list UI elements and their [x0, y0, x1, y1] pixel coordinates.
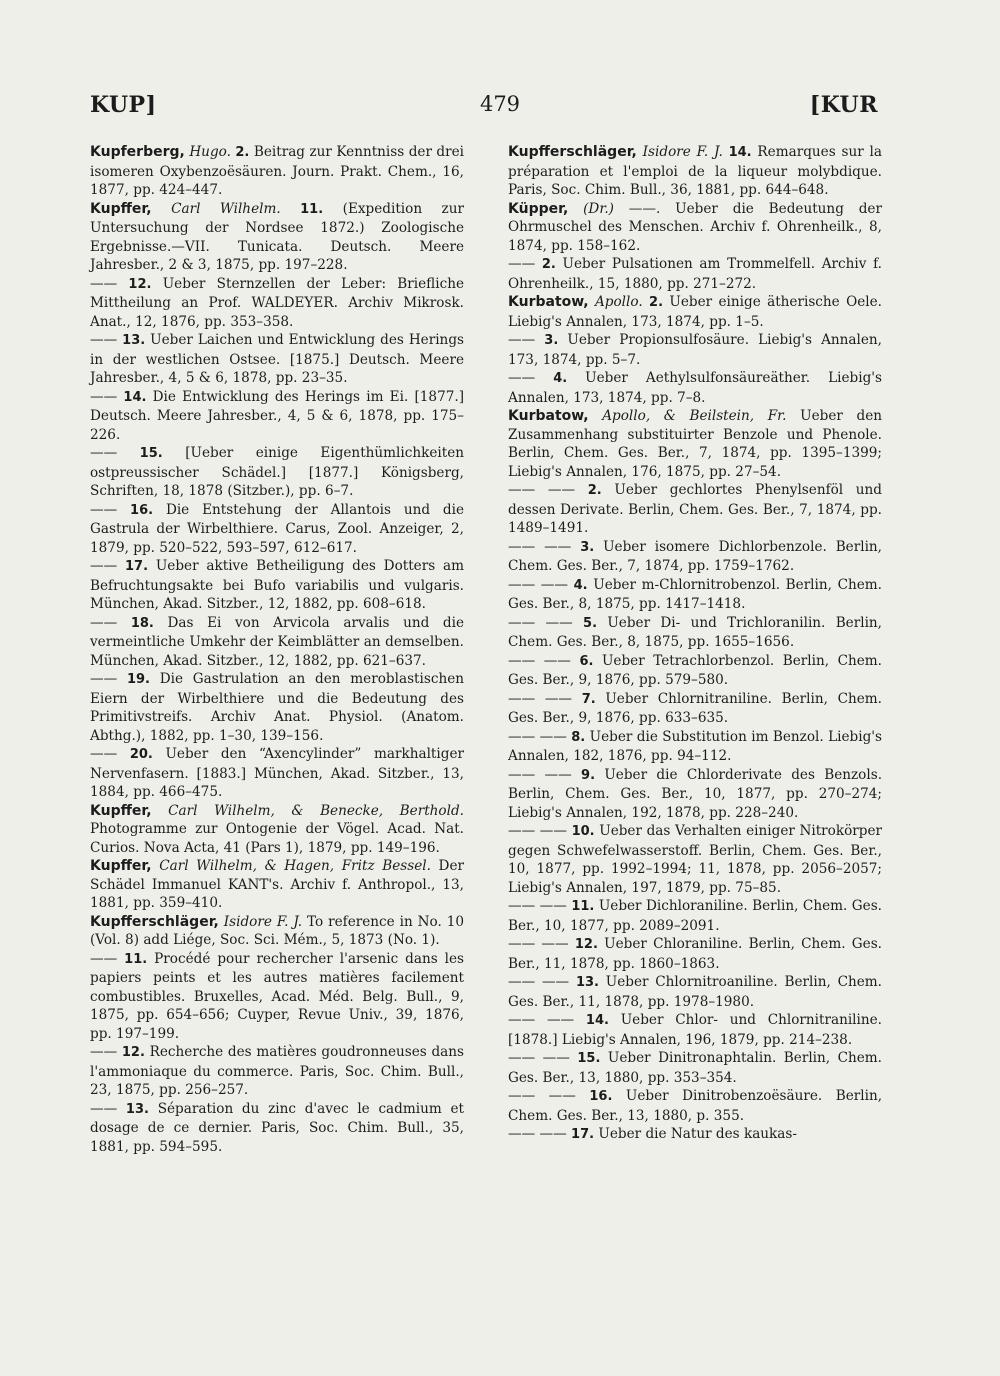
- entry-text: Ueber gechlortes Phenylsenföl und dessen Derivate. Berlin, Chem. Ges. Ber., 7, 1874, pp. 1489–1491.: [508, 482, 883, 536]
- bibliography-entry: [508, 1125, 882, 1145]
- entry-given-name: Apollo.: [594, 294, 643, 310]
- bibliography-entry: [508, 1087, 882, 1125]
- entry-number: 18.: [130, 615, 154, 631]
- entry-text: Ueber Chlor- und Chlornitraniline. [1878.] Liebig's Annalen, 196, 1879, pp. 214–238.: [508, 1012, 882, 1048]
- bibliography-entry: [90, 444, 464, 501]
- entry-dash: ——: [90, 950, 118, 967]
- entry-text: Ueber Chloraniline. Berlin, Chem. Ges. Ber., 11, 1878, pp. 1860–1863.: [508, 936, 882, 972]
- bibliography-entry: [90, 1043, 464, 1100]
- entry-dash: —— ——: [508, 1050, 570, 1066]
- entry-dash: ——: [90, 614, 118, 631]
- entry-number: 12.: [121, 1045, 145, 1060]
- entry-text: Die Gastrulation an den meroblastischen Eiern der Wirbelthiere und die Bedeutung des Primitivstreifs. Archiv Anat. Physiol. (Anatom. Abthg.), 1882, pp. 1–30, 139–156.: [90, 671, 464, 744]
- entry-text: Photogramme zur Ontogenie der Vögel. Acad. Nat. Curios. Nova Acta, 41 (Pars 1), 1879, pp. 149–196.: [90, 821, 464, 856]
- bibliography-entry: [508, 690, 882, 728]
- left-column: [90, 143, 464, 1156]
- entry-number: 2.: [235, 145, 250, 160]
- entry-text: Ueber Pulsationen am Trommelfell. Archiv f. Ohrenheilk., 15, 1880, pp. 271–272.: [508, 256, 882, 292]
- entry-text: Remarques sur la préparation et l'emploi de la liqueur molybdique. Paris, Soc. Chim. Bull., 36, 1881, pp. 644–648.: [508, 144, 882, 198]
- entry-text: Ueber Tetrachlorbenzol. Berlin, Chem. Ges. Ber., 9, 1876, pp. 579–580.: [508, 652, 883, 688]
- entry-number: 12.: [128, 276, 152, 292]
- entry-text: Procédé pour rechercher l'arsenic dans les papiers peints et les autres matières facilement combustibles. Bruxelles, Acad. Méd. Belg. Bull., 9, 1875, pp. 654–656; Cuyper, Revue Univ., 39, 1876, pp. 197–199.: [90, 950, 464, 1042]
- entry-text: Ueber die Substitution im Benzol. Liebig's Annalen, 182, 1876, pp. 94–112.: [508, 728, 882, 764]
- entry-text: To reference in No. 10 (Vol. 8) add Liége, Soc. Sci. Mém., 5, 1873 (No. 1).: [90, 913, 464, 948]
- entry-number: 11.: [124, 951, 148, 967]
- entry-dash: ——: [90, 558, 118, 574]
- bibliography-entry: [508, 576, 882, 614]
- entry-number: 11.: [300, 201, 324, 217]
- entry-number: 19.: [126, 672, 150, 687]
- entry-dash: —— ——: [508, 974, 570, 990]
- entry-number: 13.: [122, 333, 146, 348]
- bibliography-entry: [508, 255, 882, 293]
- entry-number: 4.: [553, 371, 568, 386]
- bibliography-entry: [90, 1100, 464, 1157]
- entry-dash: —— ——: [508, 538, 572, 555]
- entry-dash: —— ——: [508, 614, 573, 631]
- bibliography-entry: [508, 481, 882, 538]
- entry-text: Ueber isomere Dichlorbenzole. Berlin, Chem. Ges. Ber., 7, 1874, pp. 1759–1762.: [508, 538, 883, 574]
- entry-number: 17.: [571, 1127, 595, 1142]
- entry-text: Ueber Propionsulfosäure. Liebig's Annalen, 173, 1874, pp. 5–7.: [508, 332, 882, 368]
- bibliography-entry: [508, 728, 882, 766]
- entry-text: Recherche des matières goudronneuses dans l'ammoniaque du commerce. Paris, Soc. Chim. Bull., 23, 1875, pp. 256–257.: [90, 1044, 464, 1098]
- bibliography-entry: [90, 501, 464, 558]
- entry-number: 8.: [571, 729, 586, 745]
- bibliography-entry: [508, 973, 882, 1011]
- bibliography-entry: [508, 652, 882, 690]
- entry-given-name: (Dr.) ——.: [583, 200, 661, 217]
- header-left-range: KUP]: [90, 92, 157, 118]
- entry-text: Séparation du zinc d'avec le cadmium et dosage de ce dernier. Paris, Soc. Chim. Bull., 35, 1881, pp. 594–595.: [90, 1100, 464, 1155]
- entry-dash: —— ——: [508, 1012, 575, 1028]
- entry-dash: ——: [90, 275, 118, 292]
- entry-text: Der Schädel Immanuel KANT's. Archiv f. Anthropol., 13, 1881, pp. 359–410.: [90, 858, 464, 911]
- entry-text: Ueber Chlornitroaniline. Berlin, Chem. Ges. Ber., 11, 1878, pp. 1978–1980.: [508, 974, 882, 1010]
- entry-given-name: Apollo, & Beilstein, Fr.: [602, 408, 787, 424]
- bibliography-entry: [90, 670, 464, 745]
- bibliography-entry: [90, 802, 464, 858]
- bibliography-entry: [508, 369, 882, 407]
- entry-number: 2.: [587, 483, 602, 498]
- entry-author: Kurbatow,: [508, 408, 589, 424]
- entry-author: Kupfferschläger,: [508, 144, 637, 160]
- entry-number: 13.: [575, 975, 599, 990]
- entry-number: 15.: [577, 1051, 601, 1066]
- entry-dash: ——: [90, 445, 118, 461]
- entry-number: 17.: [125, 559, 149, 574]
- entry-text: Ueber Di- und Trichloranilin. Berlin, Chem. Ges. Ber., 8, 1875, pp. 1655–1656.: [508, 614, 883, 650]
- entry-text: Ueber Aethylsulfonsäureäther. Liebig's Annalen, 173, 1874, pp. 7–8.: [508, 370, 883, 406]
- bibliography-entry: [90, 388, 464, 445]
- entry-number: 2.: [649, 295, 664, 310]
- bibliography-entry: [508, 1011, 882, 1049]
- entry-given-name: Isidore F. J.: [223, 913, 303, 930]
- entry-text: (Expedition zur Untersuchung der Nordsee 1872.) Zoologische Ergebnisse.—VII. Tunicata. Deutsch. Meere Jahresber., 2 & 3, 1875, pp. 197–228.: [90, 200, 464, 273]
- bibliography-entry: [508, 935, 882, 973]
- entry-number: 12.: [574, 937, 598, 952]
- bibliography-entry: [508, 538, 882, 576]
- entry-number: 2.: [541, 257, 556, 272]
- entry-author: Kupffer,: [90, 858, 152, 874]
- bibliography-entry: [90, 143, 464, 200]
- bibliography-entry: [508, 200, 882, 256]
- header-right-range: [KUR: [809, 92, 878, 118]
- entry-author: Kupffer,: [90, 802, 152, 819]
- entry-number: 3.: [544, 333, 559, 348]
- bibliography-entry: [90, 614, 464, 671]
- bibliography-entry: [90, 557, 464, 614]
- bibliography-entry: [90, 200, 464, 275]
- entry-text: Ueber Chlornitraniline. Berlin, Chem. Ges. Ber., 9, 1876, pp. 633–635.: [508, 690, 883, 726]
- bibliography-entry: [90, 950, 464, 1044]
- entry-number: 15.: [139, 446, 163, 461]
- bibliography-entry: [508, 766, 882, 823]
- bibliography-entry: [90, 745, 464, 802]
- entry-number: 9.: [581, 767, 596, 783]
- bibliography-entry: [90, 857, 464, 913]
- entry-text: Ueber Sternzellen der Leber: Briefliche Mittheilung an Prof. WALDEYER. Archiv Mikrosk. Anat., 12, 1876, pp. 353–358.: [90, 275, 464, 330]
- entry-number: 7.: [581, 691, 596, 707]
- bibliography-entry: [508, 822, 882, 897]
- entry-dash: —— ——: [508, 652, 571, 669]
- entry-text: Ueber einige ätherische Oele. Liebig's Annalen, 173, 1874, pp. 1–5.: [508, 294, 882, 330]
- entry-text: Das Ei von Arvicola arvalis und die vermeintliche Umkehr der Keimblätter an demselben. München, Akad. Sitzber., 12, 1882, pp. 621–637.: [90, 614, 464, 669]
- entry-text: Ueber Dinitronaphtalin. Berlin, Chem. Ges. Ber., 13, 1880, pp. 353–354.: [508, 1050, 882, 1086]
- entry-author: Kurbatow,: [508, 294, 589, 310]
- bibliography-entry: [508, 614, 882, 652]
- entry-number: 13.: [125, 1101, 149, 1117]
- entry-number: 14.: [728, 145, 752, 160]
- entry-dash: ——: [508, 256, 536, 272]
- entry-author: Kupffer,: [90, 200, 152, 217]
- right-column: [508, 143, 882, 1145]
- entry-text: Ueber Laichen und Entwicklung des Herings in der westlichen Ostsee. [1875.] Deutsch. Meere Jahresber., 4, 5 & 6, 1878, pp. 23–35.: [90, 332, 464, 386]
- entry-number: 16.: [589, 1089, 613, 1104]
- entry-dash: —— ——: [508, 823, 567, 839]
- bibliography-entry: [508, 143, 882, 200]
- bibliography-entry: [90, 331, 464, 388]
- entry-number: 6.: [579, 653, 594, 669]
- entry-dash: ——: [90, 332, 118, 348]
- entry-dash: —— ——: [508, 936, 569, 952]
- entry-dash: —— ——: [508, 690, 573, 707]
- entry-text: Beitrag zur Kenntniss der drei isomeren Oxybenzoësäuren. Journ. Prakt. Chem., 16, 1877, pp. 424–447.: [90, 144, 465, 198]
- entry-given-name: Carl Wilhelm, & Benecke, Berthold.: [168, 802, 464, 819]
- bibliography-entry: [508, 407, 882, 481]
- entry-text: Ueber den Zusammenhang substituirter Benzole und Phenole. Berlin, Chem. Ges. Ber., 7, 1874, pp. 1395–1399; Liebig's Annalen, 176, 1875, pp. 27–54.: [508, 408, 882, 480]
- entry-number: 4.: [573, 577, 588, 593]
- entry-author: Kupferberg,: [90, 144, 185, 160]
- entry-text: Ueber Dichloraniline. Berlin, Chem. Ges. Ber., 10, 1877, pp. 2089–2091.: [508, 898, 882, 934]
- entry-dash: ——: [90, 1044, 118, 1060]
- entry-dash: —— ——: [508, 766, 572, 783]
- entry-text: Ueber die Natur des kaukas-: [598, 1126, 797, 1142]
- entry-text: Ueber das Verhalten einiger Nitrokörper gegen Schwefelwasserstoff. Berlin, Chem. Ges. Ber., 10, 1877, pp. 1992–1994; 11, 1878, pp. 2056–2057; Liebig's Annalen, 197, 1879, pp. 75–85.: [508, 823, 883, 896]
- entry-text: Die Entwicklung des Herings im Ei. [1877.] Deutsch. Meere Jahresber., 4, 5 & 6, 1878, pp. 175–226.: [90, 388, 464, 443]
- entry-dash: ——: [90, 746, 118, 762]
- entry-given-name: Isidore F. J.: [642, 144, 723, 160]
- entry-number: 3.: [580, 539, 595, 555]
- entry-dash: —— ——: [508, 1088, 576, 1104]
- entry-text: Ueber m-Chlornitrobenzol. Berlin, Chem. Ges. Ber., 8, 1875, pp. 1417–1418.: [508, 576, 882, 612]
- bibliography-entry: [508, 1049, 882, 1087]
- entry-number: 20.: [129, 747, 153, 762]
- bibliography-entry: [90, 913, 464, 950]
- bibliography-entry: [90, 275, 464, 332]
- entry-dash: ——: [90, 1100, 118, 1117]
- entry-given-name: Carl Wilhelm, & Hagen, Fritz Bessel.: [159, 858, 431, 874]
- entry-dash: —— ——: [508, 898, 567, 914]
- entry-dash: ——: [90, 501, 118, 518]
- entry-dash: —— ——: [508, 482, 576, 498]
- entry-author: Küpper,: [508, 200, 569, 217]
- entry-number: 14.: [585, 1013, 609, 1028]
- page-number: 479: [479, 92, 521, 116]
- entry-dash: —— ——: [508, 728, 567, 745]
- entry-dash: —— ——: [508, 1126, 567, 1142]
- entry-dash: ——: [90, 388, 118, 405]
- entry-given-name: Carl Wilhelm.: [171, 200, 281, 217]
- entry-text: [Ueber einige Eigenthümlichkeiten ostpreussischer Schädel.] [1877.] Königsberg, Schriften, 18, 1878 (Sitzber.), pp. 6–7.: [90, 445, 465, 499]
- page-header: [0, 92, 1000, 132]
- entry-number: 14.: [123, 389, 147, 405]
- entry-text: Ueber Dinitrobenzoësäure. Berlin, Chem. Ges. Ber., 13, 1880, p. 355.: [508, 1088, 883, 1124]
- entry-number: 11.: [571, 899, 595, 914]
- entry-number: 10.: [571, 824, 595, 839]
- entry-number: 5.: [583, 615, 598, 631]
- entry-dash: ——: [90, 671, 118, 687]
- entry-text: Ueber aktive Betheiligung des Dotters am Befruchtungsakte bei Bufo variabilis und vulgaris. München, Akad. Sitzber., 12, 1882, pp. 608–618.: [90, 558, 464, 612]
- entry-text: Ueber die Chlorderivate des Benzols. Berlin, Chem. Ges. Ber., 10, 1877, pp. 270–274; Liebig's Annalen, 192, 1878, pp. 228–240.: [508, 766, 883, 821]
- entry-number: 16.: [130, 502, 154, 518]
- bibliography-entry: [508, 897, 882, 935]
- bibliography-entry: [508, 293, 882, 331]
- entry-given-name: Hugo.: [189, 144, 231, 160]
- entry-text: Ueber die Bedeutung der Ohrmuschel des Menschen. Archiv f. Ohrenheilk., 8, 1874, pp. 158–162.: [508, 200, 882, 254]
- entry-dash: ——: [508, 370, 536, 386]
- entry-author: Kupfferschläger,: [90, 913, 219, 930]
- bibliography-entry: [508, 331, 882, 369]
- entry-text: Ueber den “Axencylinder” markhaltiger Nervenfasern. [1883.] München, Akad. Sitzber., 13, 1884, pp. 466–475.: [90, 746, 464, 800]
- entry-text: Die Entstehung der Allantois und die Gastrula der Wirbelthiere. Carus, Zool. Anzeiger, 2, 1879, pp. 520–522, 593–597, 612–617.: [90, 501, 464, 556]
- entry-dash: —— ——: [508, 576, 568, 593]
- entry-dash: ——: [508, 332, 536, 348]
